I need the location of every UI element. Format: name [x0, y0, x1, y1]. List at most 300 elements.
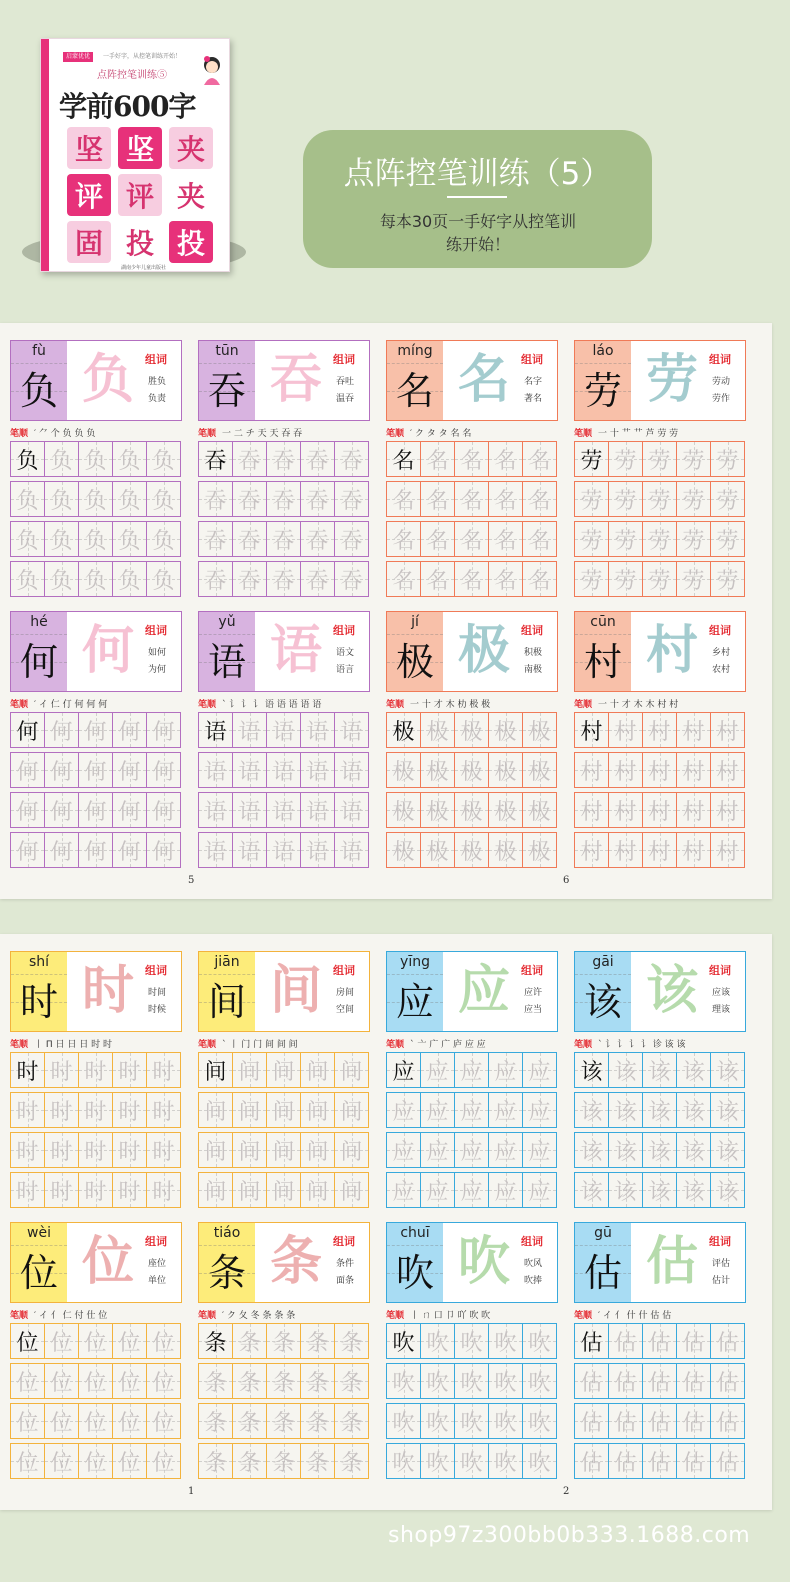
practice-cell[interactable]: [266, 441, 301, 477]
practice-cell[interactable]: [44, 1443, 79, 1479]
practice-cell[interactable]: [488, 1092, 523, 1128]
practice-cell[interactable]: [44, 481, 79, 517]
practice-cell[interactable]: [10, 1323, 45, 1359]
practice-cell[interactable]: [642, 1403, 677, 1439]
practice-cell[interactable]: [454, 1092, 489, 1128]
practice-cell[interactable]: [710, 832, 745, 868]
practice-cell[interactable]: [386, 712, 421, 748]
practice-cell[interactable]: [488, 712, 523, 748]
practice-cell[interactable]: [146, 441, 181, 477]
practice-cell[interactable]: [574, 481, 609, 517]
practice-cell[interactable]: [232, 1443, 267, 1479]
practice-cell[interactable]: [676, 561, 711, 597]
practice-cell[interactable]: [112, 1443, 147, 1479]
practice-cell[interactable]: [266, 712, 301, 748]
practice-cell[interactable]: [266, 1403, 301, 1439]
practice-cell[interactable]: [44, 1363, 79, 1399]
practice-cell[interactable]: [420, 561, 455, 597]
practice-cell[interactable]: [44, 792, 79, 828]
practice-cell[interactable]: [710, 752, 745, 788]
practice-cell[interactable]: [420, 1323, 455, 1359]
practice-cell[interactable]: [642, 1443, 677, 1479]
practice-cell[interactable]: [420, 1092, 455, 1128]
practice-cell[interactable]: [300, 712, 335, 748]
practice-cell[interactable]: [642, 1172, 677, 1208]
practice-cell[interactable]: [112, 561, 147, 597]
practice-cell[interactable]: [232, 521, 267, 557]
practice-cell[interactable]: [112, 752, 147, 788]
practice-cell[interactable]: [232, 752, 267, 788]
practice-cell[interactable]: [454, 1323, 489, 1359]
practice-cell[interactable]: [266, 561, 301, 597]
practice-cell[interactable]: [112, 1092, 147, 1128]
practice-cell[interactable]: [10, 1363, 45, 1399]
practice-cell[interactable]: [266, 792, 301, 828]
practice-cell[interactable]: [10, 1132, 45, 1168]
practice-cell[interactable]: [676, 1172, 711, 1208]
practice-cell[interactable]: [112, 481, 147, 517]
practice-cell[interactable]: [420, 832, 455, 868]
practice-cell[interactable]: [488, 792, 523, 828]
practice-cell[interactable]: [420, 1363, 455, 1399]
practice-cell[interactable]: [386, 441, 421, 477]
practice-cell[interactable]: [44, 1172, 79, 1208]
practice-cell[interactable]: [710, 1443, 745, 1479]
practice-cell[interactable]: [608, 1172, 643, 1208]
practice-cell[interactable]: [232, 1363, 267, 1399]
practice-cell[interactable]: [420, 1403, 455, 1439]
practice-cell[interactable]: [146, 1403, 181, 1439]
practice-cell[interactable]: [710, 1403, 745, 1439]
practice-cell[interactable]: [574, 1443, 609, 1479]
practice-cell[interactable]: [44, 1403, 79, 1439]
practice-cell[interactable]: [300, 752, 335, 788]
practice-cell[interactable]: [574, 1172, 609, 1208]
practice-cell[interactable]: [454, 441, 489, 477]
practice-cell[interactable]: [522, 561, 557, 597]
practice-cell[interactable]: [266, 1363, 301, 1399]
practice-cell[interactable]: [10, 1052, 45, 1088]
practice-cell[interactable]: [146, 832, 181, 868]
practice-cell[interactable]: [676, 521, 711, 557]
practice-cell[interactable]: [522, 1092, 557, 1128]
practice-cell[interactable]: [676, 441, 711, 477]
practice-cell[interactable]: [642, 752, 677, 788]
practice-cell[interactable]: [386, 1443, 421, 1479]
practice-cell[interactable]: [676, 792, 711, 828]
practice-cell[interactable]: [198, 832, 233, 868]
practice-cell[interactable]: [232, 1172, 267, 1208]
practice-cell[interactable]: [300, 441, 335, 477]
practice-cell[interactable]: [112, 1172, 147, 1208]
practice-cell[interactable]: [386, 1403, 421, 1439]
practice-cell[interactable]: [44, 441, 79, 477]
practice-cell[interactable]: [488, 1052, 523, 1088]
practice-cell[interactable]: [334, 752, 369, 788]
book-cover[interactable]: [40, 38, 230, 272]
practice-cell[interactable]: [522, 792, 557, 828]
practice-cell[interactable]: [574, 1052, 609, 1088]
practice-cell[interactable]: [300, 1092, 335, 1128]
practice-cell[interactable]: [676, 481, 711, 517]
practice-cell[interactable]: [574, 521, 609, 557]
practice-cell[interactable]: [146, 792, 181, 828]
practice-cell[interactable]: [522, 1443, 557, 1479]
practice-cell[interactable]: [386, 1052, 421, 1088]
practice-cell[interactable]: [522, 712, 557, 748]
practice-cell[interactable]: [334, 1323, 369, 1359]
practice-cell[interactable]: [676, 1363, 711, 1399]
practice-cell[interactable]: [454, 481, 489, 517]
practice-cell[interactable]: [386, 832, 421, 868]
practice-cell[interactable]: [488, 481, 523, 517]
practice-cell[interactable]: [710, 1092, 745, 1128]
practice-cell[interactable]: [642, 1092, 677, 1128]
practice-cell[interactable]: [386, 521, 421, 557]
practice-cell[interactable]: [146, 481, 181, 517]
practice-cell[interactable]: [112, 1323, 147, 1359]
practice-cell[interactable]: [608, 1323, 643, 1359]
practice-cell[interactable]: [574, 1092, 609, 1128]
practice-cell[interactable]: [574, 441, 609, 477]
practice-cell[interactable]: [78, 752, 113, 788]
practice-cell[interactable]: [10, 561, 45, 597]
practice-cell[interactable]: [608, 832, 643, 868]
practice-cell[interactable]: [44, 1052, 79, 1088]
practice-cell[interactable]: [642, 481, 677, 517]
practice-cell[interactable]: [334, 1363, 369, 1399]
practice-cell[interactable]: [454, 712, 489, 748]
practice-cell[interactable]: [574, 792, 609, 828]
practice-cell[interactable]: [112, 1052, 147, 1088]
practice-cell[interactable]: [522, 1363, 557, 1399]
practice-cell[interactable]: [420, 481, 455, 517]
practice-cell[interactable]: [608, 1052, 643, 1088]
practice-cell[interactable]: [266, 1132, 301, 1168]
practice-cell[interactable]: [44, 712, 79, 748]
practice-cell[interactable]: [232, 1092, 267, 1128]
practice-cell[interactable]: [488, 1132, 523, 1168]
practice-cell[interactable]: [112, 712, 147, 748]
practice-cell[interactable]: [232, 441, 267, 477]
practice-cell[interactable]: [608, 792, 643, 828]
practice-cell[interactable]: [608, 521, 643, 557]
practice-cell[interactable]: [78, 561, 113, 597]
practice-cell[interactable]: [386, 1132, 421, 1168]
practice-cell[interactable]: [10, 1172, 45, 1208]
practice-cell[interactable]: [334, 1052, 369, 1088]
practice-cell[interactable]: [454, 1443, 489, 1479]
practice-cell[interactable]: [642, 1323, 677, 1359]
practice-cell[interactable]: [676, 712, 711, 748]
practice-cell[interactable]: [300, 1443, 335, 1479]
practice-cell[interactable]: [10, 481, 45, 517]
practice-cell[interactable]: [146, 1323, 181, 1359]
practice-cell[interactable]: [574, 1403, 609, 1439]
practice-cell[interactable]: [10, 1092, 45, 1128]
practice-cell[interactable]: [710, 481, 745, 517]
practice-cell[interactable]: [710, 441, 745, 477]
practice-cell[interactable]: [10, 1403, 45, 1439]
practice-cell[interactable]: [676, 832, 711, 868]
practice-cell[interactable]: [300, 1363, 335, 1399]
practice-cell[interactable]: [10, 441, 45, 477]
practice-cell[interactable]: [710, 1132, 745, 1168]
practice-cell[interactable]: [78, 1092, 113, 1128]
practice-cell[interactable]: [44, 752, 79, 788]
practice-cell[interactable]: [112, 832, 147, 868]
practice-cell[interactable]: [44, 521, 79, 557]
practice-cell[interactable]: [710, 561, 745, 597]
practice-cell[interactable]: [232, 1132, 267, 1168]
practice-cell[interactable]: [266, 521, 301, 557]
practice-cell[interactable]: [522, 1323, 557, 1359]
practice-cell[interactable]: [334, 1172, 369, 1208]
practice-cell[interactable]: [198, 1092, 233, 1128]
practice-cell[interactable]: [676, 1052, 711, 1088]
practice-cell[interactable]: [386, 561, 421, 597]
practice-cell[interactable]: [488, 1172, 523, 1208]
practice-cell[interactable]: [642, 1052, 677, 1088]
practice-cell[interactable]: [300, 481, 335, 517]
practice-cell[interactable]: [608, 441, 643, 477]
practice-cell[interactable]: [78, 1172, 113, 1208]
practice-cell[interactable]: [642, 832, 677, 868]
practice-cell[interactable]: [574, 752, 609, 788]
practice-cell[interactable]: [78, 1443, 113, 1479]
practice-cell[interactable]: [642, 792, 677, 828]
practice-cell[interactable]: [78, 521, 113, 557]
practice-cell[interactable]: [420, 1172, 455, 1208]
practice-cell[interactable]: [44, 561, 79, 597]
practice-cell[interactable]: [454, 1363, 489, 1399]
practice-cell[interactable]: [10, 792, 45, 828]
practice-cell[interactable]: [454, 1052, 489, 1088]
practice-cell[interactable]: [198, 1052, 233, 1088]
practice-cell[interactable]: [266, 1052, 301, 1088]
practice-cell[interactable]: [112, 792, 147, 828]
practice-cell[interactable]: [266, 1172, 301, 1208]
practice-cell[interactable]: [334, 1443, 369, 1479]
practice-cell[interactable]: [232, 792, 267, 828]
practice-cell[interactable]: [574, 561, 609, 597]
practice-cell[interactable]: [608, 712, 643, 748]
practice-cell[interactable]: [78, 1403, 113, 1439]
practice-cell[interactable]: [146, 752, 181, 788]
practice-cell[interactable]: [232, 1052, 267, 1088]
practice-cell[interactable]: [608, 752, 643, 788]
practice-cell[interactable]: [198, 792, 233, 828]
practice-cell[interactable]: [300, 1403, 335, 1439]
practice-cell[interactable]: [266, 752, 301, 788]
practice-cell[interactable]: [454, 1132, 489, 1168]
practice-cell[interactable]: [78, 832, 113, 868]
practice-cell[interactable]: [198, 1132, 233, 1168]
practice-cell[interactable]: [232, 561, 267, 597]
practice-cell[interactable]: [454, 521, 489, 557]
practice-cell[interactable]: [300, 792, 335, 828]
practice-cell[interactable]: [420, 521, 455, 557]
practice-cell[interactable]: [420, 1443, 455, 1479]
practice-cell[interactable]: [608, 1443, 643, 1479]
practice-cell[interactable]: [10, 521, 45, 557]
practice-cell[interactable]: [386, 1172, 421, 1208]
practice-cell[interactable]: [44, 1323, 79, 1359]
practice-cell[interactable]: [522, 521, 557, 557]
practice-cell[interactable]: [710, 1363, 745, 1399]
practice-cell[interactable]: [334, 561, 369, 597]
practice-cell[interactable]: [146, 1092, 181, 1128]
practice-cell[interactable]: [334, 441, 369, 477]
practice-cell[interactable]: [78, 1132, 113, 1168]
practice-cell[interactable]: [420, 752, 455, 788]
practice-cell[interactable]: [266, 832, 301, 868]
practice-cell[interactable]: [44, 832, 79, 868]
practice-cell[interactable]: [488, 752, 523, 788]
practice-cell[interactable]: [488, 1403, 523, 1439]
practice-cell[interactable]: [334, 832, 369, 868]
practice-cell[interactable]: [386, 481, 421, 517]
practice-cell[interactable]: [676, 1443, 711, 1479]
practice-cell[interactable]: [574, 832, 609, 868]
practice-cell[interactable]: [488, 1323, 523, 1359]
practice-cell[interactable]: [146, 1363, 181, 1399]
practice-cell[interactable]: [642, 561, 677, 597]
practice-cell[interactable]: [300, 1323, 335, 1359]
practice-cell[interactable]: [608, 481, 643, 517]
practice-cell[interactable]: [10, 832, 45, 868]
practice-cell[interactable]: [420, 1132, 455, 1168]
practice-cell[interactable]: [112, 1132, 147, 1168]
practice-cell[interactable]: [146, 561, 181, 597]
practice-cell[interactable]: [488, 561, 523, 597]
practice-cell[interactable]: [522, 1132, 557, 1168]
practice-cell[interactable]: [334, 792, 369, 828]
practice-cell[interactable]: [10, 1443, 45, 1479]
practice-cell[interactable]: [608, 1403, 643, 1439]
practice-cell[interactable]: [710, 1052, 745, 1088]
practice-cell[interactable]: [78, 712, 113, 748]
practice-cell[interactable]: [574, 1132, 609, 1168]
practice-cell[interactable]: [642, 1363, 677, 1399]
practice-cell[interactable]: [642, 1132, 677, 1168]
practice-cell[interactable]: [198, 1363, 233, 1399]
practice-cell[interactable]: [676, 1323, 711, 1359]
practice-cell[interactable]: [488, 832, 523, 868]
practice-cell[interactable]: [608, 1132, 643, 1168]
practice-cell[interactable]: [710, 712, 745, 748]
practice-cell[interactable]: [300, 1172, 335, 1208]
practice-cell[interactable]: [78, 1323, 113, 1359]
practice-cell[interactable]: [198, 561, 233, 597]
practice-cell[interactable]: [146, 521, 181, 557]
practice-cell[interactable]: [112, 1403, 147, 1439]
practice-cell[interactable]: [334, 1132, 369, 1168]
practice-cell[interactable]: [198, 441, 233, 477]
practice-cell[interactable]: [300, 1052, 335, 1088]
practice-cell[interactable]: [522, 441, 557, 477]
practice-cell[interactable]: [78, 1052, 113, 1088]
practice-cell[interactable]: [574, 1363, 609, 1399]
practice-cell[interactable]: [488, 521, 523, 557]
practice-cell[interactable]: [266, 1323, 301, 1359]
practice-cell[interactable]: [522, 1052, 557, 1088]
practice-cell[interactable]: [386, 792, 421, 828]
practice-cell[interactable]: [420, 441, 455, 477]
practice-cell[interactable]: [300, 561, 335, 597]
practice-cell[interactable]: [334, 521, 369, 557]
practice-cell[interactable]: [112, 441, 147, 477]
practice-cell[interactable]: [334, 1092, 369, 1128]
practice-cell[interactable]: [454, 832, 489, 868]
practice-cell[interactable]: [420, 1052, 455, 1088]
practice-cell[interactable]: [608, 1092, 643, 1128]
practice-cell[interactable]: [78, 441, 113, 477]
practice-cell[interactable]: [454, 1403, 489, 1439]
practice-cell[interactable]: [420, 712, 455, 748]
practice-cell[interactable]: [300, 521, 335, 557]
practice-cell[interactable]: [488, 441, 523, 477]
practice-cell[interactable]: [266, 1443, 301, 1479]
practice-cell[interactable]: [146, 712, 181, 748]
practice-cell[interactable]: [266, 481, 301, 517]
practice-cell[interactable]: [454, 752, 489, 788]
practice-cell[interactable]: [300, 832, 335, 868]
practice-cell[interactable]: [608, 561, 643, 597]
practice-cell[interactable]: [78, 792, 113, 828]
practice-cell[interactable]: [198, 1172, 233, 1208]
practice-cell[interactable]: [198, 1323, 233, 1359]
practice-cell[interactable]: [710, 521, 745, 557]
practice-cell[interactable]: [232, 832, 267, 868]
practice-cell[interactable]: [334, 1403, 369, 1439]
practice-cell[interactable]: [198, 1443, 233, 1479]
practice-cell[interactable]: [198, 1403, 233, 1439]
practice-cell[interactable]: [488, 1363, 523, 1399]
practice-cell[interactable]: [44, 1132, 79, 1168]
practice-cell[interactable]: [488, 1443, 523, 1479]
practice-cell[interactable]: [676, 752, 711, 788]
practice-cell[interactable]: [386, 752, 421, 788]
practice-cell[interactable]: [266, 1092, 301, 1128]
practice-cell[interactable]: [232, 712, 267, 748]
practice-cell[interactable]: [454, 792, 489, 828]
practice-cell[interactable]: [44, 1092, 79, 1128]
practice-cell[interactable]: [522, 1403, 557, 1439]
practice-cell[interactable]: [454, 1172, 489, 1208]
practice-cell[interactable]: [112, 1363, 147, 1399]
practice-cell[interactable]: [112, 521, 147, 557]
practice-cell[interactable]: [232, 481, 267, 517]
practice-cell[interactable]: [146, 1172, 181, 1208]
practice-cell[interactable]: [386, 1092, 421, 1128]
practice-cell[interactable]: [676, 1092, 711, 1128]
practice-cell[interactable]: [78, 481, 113, 517]
practice-cell[interactable]: [676, 1132, 711, 1168]
practice-cell[interactable]: [146, 1443, 181, 1479]
practice-cell[interactable]: [10, 712, 45, 748]
practice-cell[interactable]: [420, 792, 455, 828]
practice-cell[interactable]: [454, 561, 489, 597]
practice-cell[interactable]: [146, 1052, 181, 1088]
practice-cell[interactable]: [574, 1323, 609, 1359]
practice-cell[interactable]: [710, 792, 745, 828]
practice-cell[interactable]: [386, 1323, 421, 1359]
practice-cell[interactable]: [522, 481, 557, 517]
practice-cell[interactable]: [642, 441, 677, 477]
practice-cell[interactable]: [386, 1363, 421, 1399]
practice-cell[interactable]: [522, 1172, 557, 1208]
